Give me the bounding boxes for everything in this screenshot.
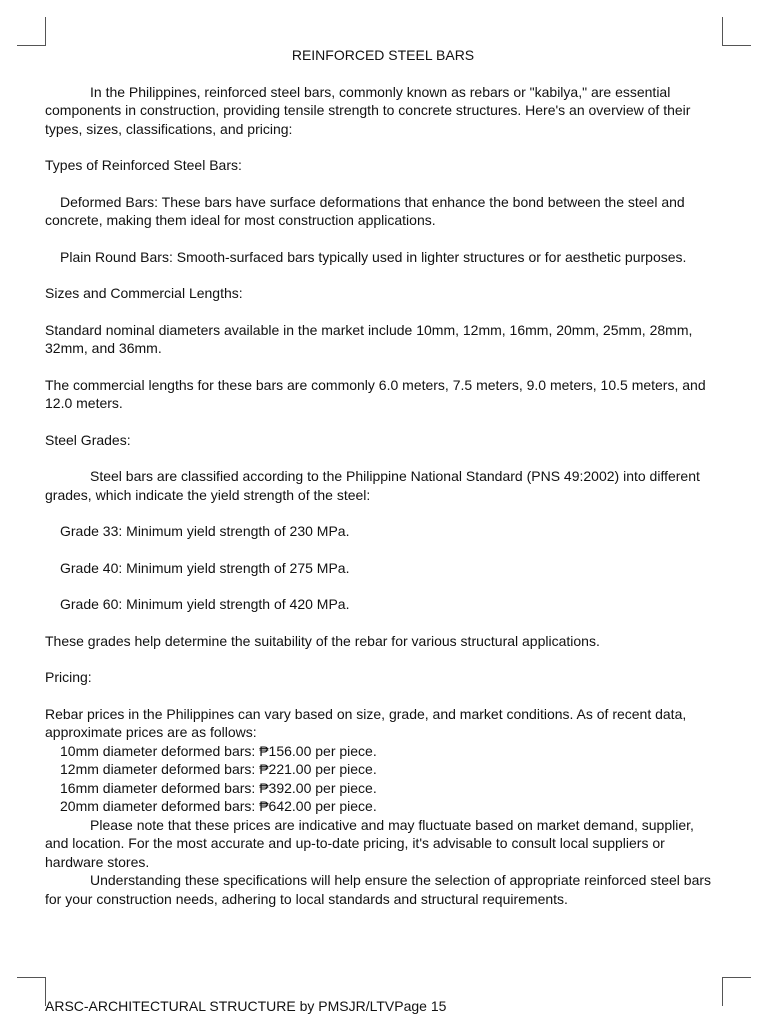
intro-paragraph: In the Philippines, reinforced steel bars, commonly known as rebars or "kabilya," are essential components in construction, providing tensile strength to concrete structures. Here's an overview of their types, sizes, classifications, and pricing: <box>45 83 691 137</box>
pricing-note-paragraph: Please note that these prices are indicative and may fluctuate based on market demand, supplier, and location. For the most accurate and up-to-date pricing, it's advisable to consult local suppliers or hardware stores. <box>45 816 694 870</box>
grades-summary-paragraph: These grades help determine the suitability of the rebar for various structural applications. <box>45 632 600 649</box>
price-item-20mm: 20mm diameter deformed bars: ₱642.00 per piece. <box>60 798 377 814</box>
price-item-12mm: 12mm diameter deformed bars: ₱221.00 per piece. <box>60 761 377 777</box>
price-item-16mm: 16mm diameter deformed bars: ₱392.00 per piece. <box>60 779 377 796</box>
pricing-intro-paragraph: Rebar prices in the Philippines can vary based on size, grade, and market conditions. As of recent data, approximate prices are as follows: <box>45 705 687 740</box>
types-heading: Types of Reinforced Steel Bars: <box>45 157 242 173</box>
grade-60-item: Grade 60: Minimum yield strength of 420 MPa. <box>60 596 350 612</box>
crop-mark-top-left <box>17 17 46 46</box>
sizes-lengths-paragraph: The commercial lengths for these bars are commonly 6.0 meters, 7.5 meters, 9.0 meters, 10.5 meters, and 12.0 meters. <box>45 376 706 411</box>
grade-40-item: Grade 40: Minimum yield strength of 275 MPa. <box>60 559 350 576</box>
closing-paragraph: Understanding these specifications will help ensure the selection of appropriate reinforced steel bars for your construction needs, adhering to local standards and structural requirements. <box>45 872 712 907</box>
crop-mark-top-right <box>722 17 751 46</box>
page-title: REINFORCED STEEL BARS <box>291 47 475 63</box>
price-item-10mm: 10mm diameter deformed bars: ₱156.00 per piece. <box>60 742 377 759</box>
grades-intro-paragraph: Steel bars are classified according to the Philippine National Standard (PNS 49:2002) into different grades, which indicate the yield strength of the steel: <box>45 468 700 503</box>
sizes-heading: Sizes and Commercial Lengths: <box>45 285 243 301</box>
type-deformed-bars: Deformed Bars: These bars have surface deformations that enhance the bond between the steel and concrete, making them ideal for most construction applications. <box>45 193 685 228</box>
grade-33-item: Grade 33: Minimum yield strength of 230 MPa. <box>60 523 350 539</box>
sizes-diameters-paragraph: Standard nominal diameters available in the market include 10mm, 12mm, 16mm, 20mm, 25mm, 28mm, 32mm, and 36mm. <box>45 321 693 356</box>
pricing-heading: Pricing: <box>45 669 92 685</box>
page-footer: ARSC-ARCHITECTURAL STRUCTURE by PMSJR/LTVPage 15 <box>45 998 447 1014</box>
document-page <box>45 46 721 908</box>
crop-mark-bottom-left <box>17 977 46 1006</box>
grades-heading: Steel Grades: <box>45 431 131 448</box>
crop-mark-bottom-right <box>722 977 751 1006</box>
type-plain-round-bars: Plain Round Bars: Smooth-surfaced bars typically used in lighter structures or for aesthetic purposes. <box>60 248 687 265</box>
